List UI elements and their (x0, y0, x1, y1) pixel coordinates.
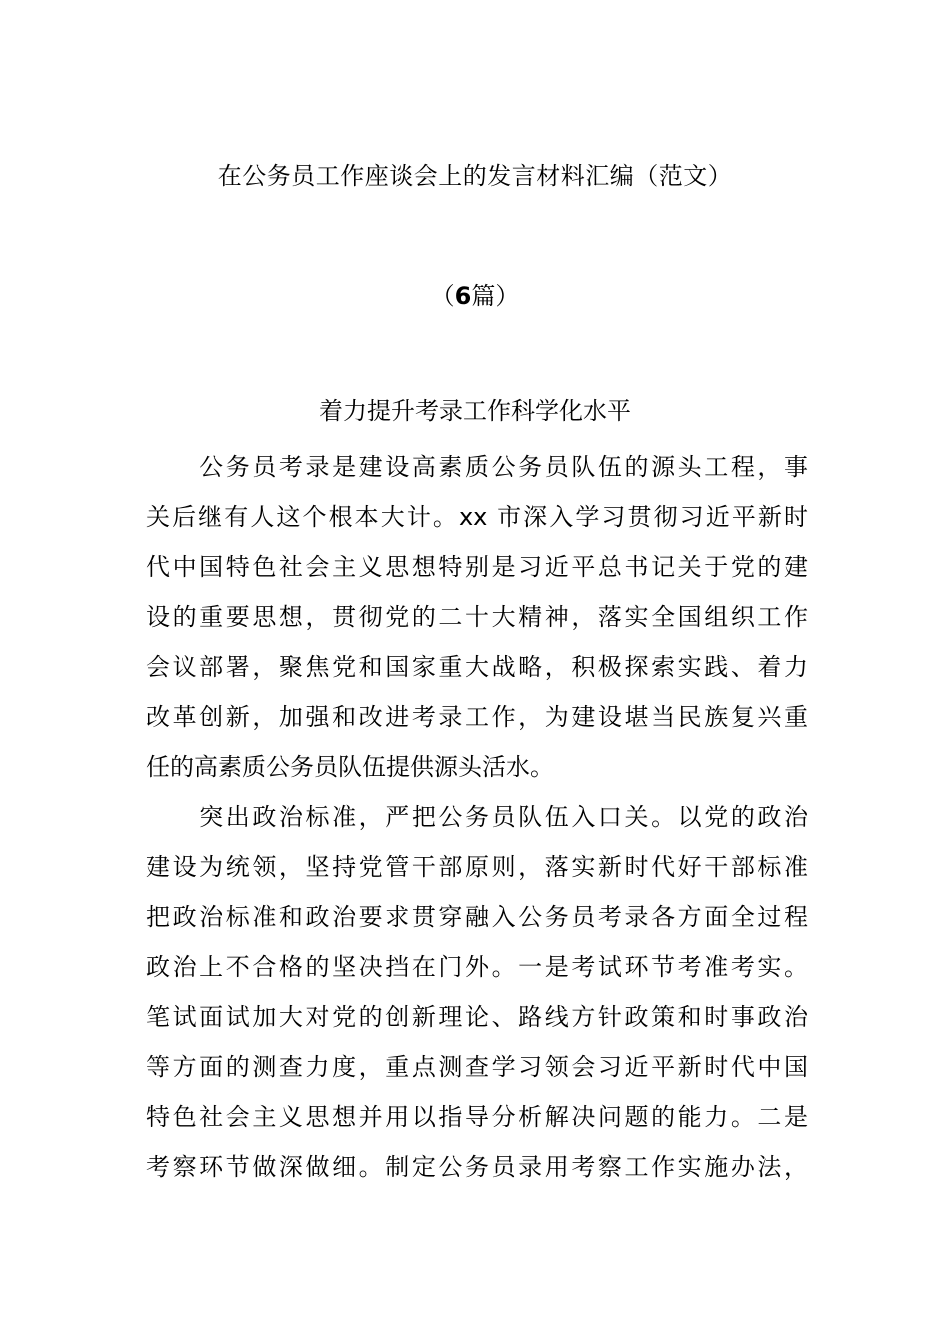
body-line: 特色社会主义思想并用以指导分析解决问题的能力。二是 (146, 1103, 808, 1131)
body-line: 笔试面试加大对党的创新理论、路线方针政策和时事政治 (146, 1003, 808, 1031)
body-text (146, 442, 808, 1192)
section-heading: 着力提升考录工作科学化水平 (319, 397, 631, 425)
body-line: 会议部署，聚焦党和国家重大战略，积极探索实践、着力 (146, 653, 808, 681)
document-subtitle (0, 276, 950, 316)
body-line: 设的重要思想，贯彻党的二十大精神，落实全国组织工作 (146, 603, 808, 631)
subtitle-close: 篇） (471, 282, 520, 310)
body-line: 政治上不合格的坚决挡在门外。一是考试环节考准考实。 (146, 953, 808, 981)
body-line: 建设为统领，坚持党管干部原则，落实新时代好干部标准 (146, 853, 808, 881)
body-line: 代中国特色社会主义思想特别是习近平总书记关于党的建 (146, 553, 808, 581)
body-line: 公务员考录是建设高素质公务员队伍的源头工程，事 (146, 453, 808, 481)
body-line: 把政治标准和政治要求贯穿融入公务员考录各方面全过程 (146, 903, 808, 931)
body-line: 任的高素质公务员队伍提供源头活水。 (146, 753, 554, 781)
document-title: 在公务员工作座谈会上的发言材料汇编（范文） (217, 162, 733, 190)
body-line: 等方面的测查力度，重点测查学习领会习近平新时代中国 (146, 1053, 808, 1081)
subtitle-number: 6 (454, 282, 472, 310)
body-line: 改革创新，加强和改进考录工作，为建设堪当民族复兴重 (146, 703, 808, 731)
body-line: 考察环节做深做细。制定公务员录用考察工作实施办法， (146, 1153, 808, 1181)
body-line: 关后继有人这个根本大计。xx 市深入学习贯彻习近平新时 (146, 503, 808, 531)
subtitle-open: （ (430, 282, 455, 310)
body-line: 突出政治标准，严把公务员队伍入口关。以党的政治 (146, 803, 808, 831)
